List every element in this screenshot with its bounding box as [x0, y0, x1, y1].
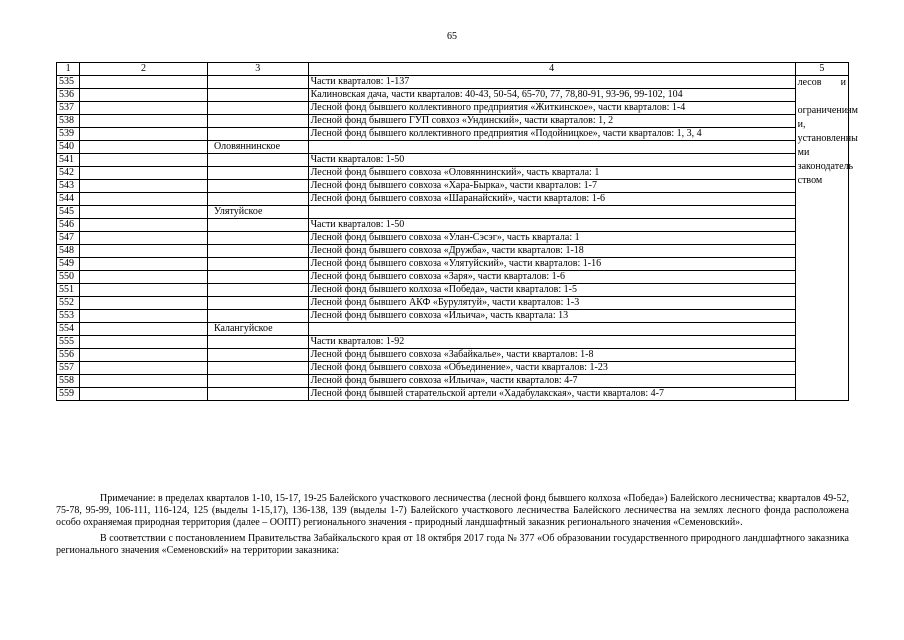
- description-cell: Лесной фонд бывшего совхоза «Улятуйский», части кварталов: 1-16: [308, 258, 795, 271]
- table-row: [57, 284, 849, 297]
- row-number-cell: 556: [57, 349, 80, 362]
- description-cell: Лесной фонд бывшего ГУП совхоз «Ундинский», части кварталов: 1, 2: [308, 115, 795, 128]
- description-cell: Части кварталов: 1-50: [308, 154, 795, 167]
- district-cell: [207, 193, 308, 206]
- row-number-cell: 541: [57, 154, 80, 167]
- empty-cell: [80, 193, 208, 206]
- row-number-cell: 553: [57, 310, 80, 323]
- empty-cell: [80, 115, 208, 128]
- table-row: [57, 258, 849, 271]
- district-cell: [207, 284, 308, 297]
- empty-cell: [80, 180, 208, 193]
- empty-cell: [80, 89, 208, 102]
- district-cell: [207, 258, 308, 271]
- table-row: [57, 297, 849, 310]
- description-cell: Лесной фонд бывшей старательской артели «Хадабулакская», части кварталов: 4-7: [308, 388, 795, 401]
- empty-cell: [80, 154, 208, 167]
- row-number-cell: 543: [57, 180, 80, 193]
- district-cell: [207, 102, 308, 115]
- note-paragraph: В соответствии с постановлением Правительства Забайкальского края от 18 октября 2017 года № 377 «Об образовании государственного природного ландшафтного заказника регионального значения «Семеновский» на территории заказника:: [56, 533, 849, 556]
- table-row: [57, 375, 849, 388]
- table-row: [57, 102, 849, 115]
- description-cell: Лесной фонд бывшего колхоза «Победа», части кварталов: 1-5: [308, 284, 795, 297]
- description-cell: [308, 141, 795, 154]
- table-row: [57, 206, 849, 219]
- column5-note-line: лесов и: [797, 77, 846, 88]
- row-number-cell: 554: [57, 323, 80, 336]
- district-cell: [207, 349, 308, 362]
- empty-cell: [80, 388, 208, 401]
- empty-cell: [80, 141, 208, 154]
- description-cell: Части кварталов: 1-50: [308, 219, 795, 232]
- district-cell: [207, 336, 308, 349]
- row-number-cell: 555: [57, 336, 80, 349]
- row-number-cell: 545: [57, 206, 80, 219]
- empty-cell: [80, 362, 208, 375]
- column-header: 1: [57, 63, 80, 76]
- row-number-cell: 547: [57, 232, 80, 245]
- district-cell: [207, 219, 308, 232]
- row-number-cell: 536: [57, 89, 80, 102]
- description-cell: Лесной фонд бывшего совхоза «Забайкалье», части кварталов: 1-8: [308, 349, 795, 362]
- row-number-cell: 544: [57, 193, 80, 206]
- table-row: [57, 362, 849, 375]
- district-cell: [207, 76, 308, 89]
- row-number-cell: 559: [57, 388, 80, 401]
- row-number-cell: 557: [57, 362, 80, 375]
- district-cell: [207, 297, 308, 310]
- empty-cell: [80, 258, 208, 271]
- district-cell: [207, 128, 308, 141]
- empty-cell: [80, 219, 208, 232]
- district-cell: [207, 154, 308, 167]
- district-cell: Оловяннинское: [207, 141, 308, 154]
- empty-cell: [80, 323, 208, 336]
- table-row: [57, 115, 849, 128]
- row-number-cell: 558: [57, 375, 80, 388]
- column5-note-line: ограничениям: [797, 105, 858, 116]
- column-header: 5: [795, 63, 848, 76]
- table-row: [57, 336, 849, 349]
- district-cell: [207, 245, 308, 258]
- empty-cell: [80, 232, 208, 245]
- table-row: [57, 388, 849, 401]
- table-body: [57, 76, 858, 401]
- table-row: [57, 193, 849, 206]
- empty-cell: [80, 76, 208, 89]
- column-header: 3: [207, 63, 308, 76]
- district-cell: [207, 362, 308, 375]
- forest-table: [56, 62, 858, 401]
- district-cell: [207, 89, 308, 102]
- row-number-cell: 535: [57, 76, 80, 89]
- page-number: 65: [447, 31, 457, 42]
- column5-note-line: и,: [797, 119, 806, 130]
- description-cell: Лесной фонд бывшего коллективного предприятия «Подойницкое», части кварталов: 1, 3, 4: [308, 128, 795, 141]
- description-cell: Части кварталов: 1-137: [308, 76, 795, 89]
- column-header: 4: [308, 63, 795, 76]
- table-row: [57, 76, 849, 89]
- description-cell: Лесной фонд бывшего совхоза «Ильича», части кварталов: 4-7: [308, 375, 795, 388]
- empty-cell: [80, 349, 208, 362]
- district-cell: [207, 232, 308, 245]
- row-number-cell: 549: [57, 258, 80, 271]
- table-row: [57, 271, 849, 284]
- column5-note-line: законодатель: [797, 161, 854, 172]
- description-cell: Лесной фонд бывшего совхоза «Хара-Бырка», части кварталов: 1-7: [308, 180, 795, 193]
- note-paragraph: Примечание: в пределах кварталов 1-10, 15-17, 19-25 Балейского участкового лесничества (лесной фонд бывшего колхоза «Победа») Балейского лесничества; кварталов 49-52, 75-78, 95-99, 106-111, 116-124, 125 (выделы 1-15,17), 136-138, 139 (выделы 1-7) Балейского участкового лесничества Балейского лесничества на землях лесного фонда расположена особо охраняемая природная территория (далее – ООПТ) регионального значения - природный ландшафтный заказник регионального значения «Семеновский».: [56, 493, 849, 528]
- row-number-cell: 537: [57, 102, 80, 115]
- district-cell: [207, 271, 308, 284]
- table-row: [57, 349, 849, 362]
- empty-cell: [80, 167, 208, 180]
- empty-cell: [80, 206, 208, 219]
- column5-note-line: установленны: [797, 133, 858, 144]
- row-number-cell: 551: [57, 284, 80, 297]
- description-cell: Калиновская дача, части кварталов: 40-43, 50-54, 65-70, 77, 78,80-91, 93-96, 99-102, 104: [308, 89, 795, 102]
- district-cell: [207, 310, 308, 323]
- empty-cell: [80, 336, 208, 349]
- description-cell: Лесной фонд бывшего совхоза «Объединение», части кварталов: 1-23: [308, 362, 795, 375]
- column5-note-cell: [795, 76, 858, 401]
- empty-cell: [80, 271, 208, 284]
- district-cell: [207, 375, 308, 388]
- table-row: [57, 167, 849, 180]
- empty-cell: [80, 245, 208, 258]
- description-cell: Лесной фонд бывшего коллективного предприятия «Житкинское», части кварталов: 1-4: [308, 102, 795, 115]
- district-cell: Калангуйское: [207, 323, 308, 336]
- description-cell: [308, 323, 795, 336]
- row-number-cell: 546: [57, 219, 80, 232]
- description-cell: Лесной фонд бывшего совхоза «Дружба», части кварталов: 1-18: [308, 245, 795, 258]
- row-number-cell: 542: [57, 167, 80, 180]
- table-row: [57, 154, 849, 167]
- row-number-cell: 552: [57, 297, 80, 310]
- table-row: [57, 232, 849, 245]
- column5-note-line: ством: [797, 175, 823, 186]
- column-header: 2: [80, 63, 208, 76]
- table-row: [57, 219, 849, 232]
- table-row: [57, 89, 849, 102]
- empty-cell: [80, 102, 208, 115]
- description-cell: Лесной фонд бывшего АКФ «Бурулятуй», части кварталов: 1-3: [308, 297, 795, 310]
- table-row: [57, 180, 849, 193]
- column5-note-line: ми: [797, 147, 810, 158]
- district-cell: [207, 115, 308, 128]
- description-cell: Лесной фонд бывшего совхоза «Ильича», часть квартала: 13: [308, 310, 795, 323]
- row-number-cell: 538: [57, 115, 80, 128]
- district-cell: [207, 180, 308, 193]
- empty-cell: [80, 128, 208, 141]
- row-number-cell: 550: [57, 271, 80, 284]
- table-row: [57, 141, 849, 154]
- description-cell: Лесной фонд бывшего совхоза «Улан-Сэсэг», часть квартала: 1: [308, 232, 795, 245]
- empty-cell: [80, 310, 208, 323]
- description-cell: Лесной фонд бывшего совхоза «Заря», части кварталов: 1-6: [308, 271, 795, 284]
- district-cell: [207, 388, 308, 401]
- description-cell: [308, 206, 795, 219]
- table-header-row: [57, 63, 849, 76]
- row-number-cell: 548: [57, 245, 80, 258]
- description-cell: Лесной фонд бывшего совхоза «Шаранайский», части кварталов: 1-6: [308, 193, 795, 206]
- table-row: [57, 310, 849, 323]
- table-row: [57, 128, 849, 141]
- empty-cell: [80, 284, 208, 297]
- table-row: [57, 323, 849, 336]
- row-number-cell: 540: [57, 141, 80, 154]
- district-cell: Улятуйское: [207, 206, 308, 219]
- table-row: [57, 245, 849, 258]
- description-cell: Части кварталов: 1-92: [308, 336, 795, 349]
- row-number-cell: 539: [57, 128, 80, 141]
- notes-section: [56, 493, 849, 561]
- description-cell: Лесной фонд бывшего совхоза «Оловяннинский», часть квартала: 1: [308, 167, 795, 180]
- empty-cell: [80, 297, 208, 310]
- empty-cell: [80, 375, 208, 388]
- district-cell: [207, 167, 308, 180]
